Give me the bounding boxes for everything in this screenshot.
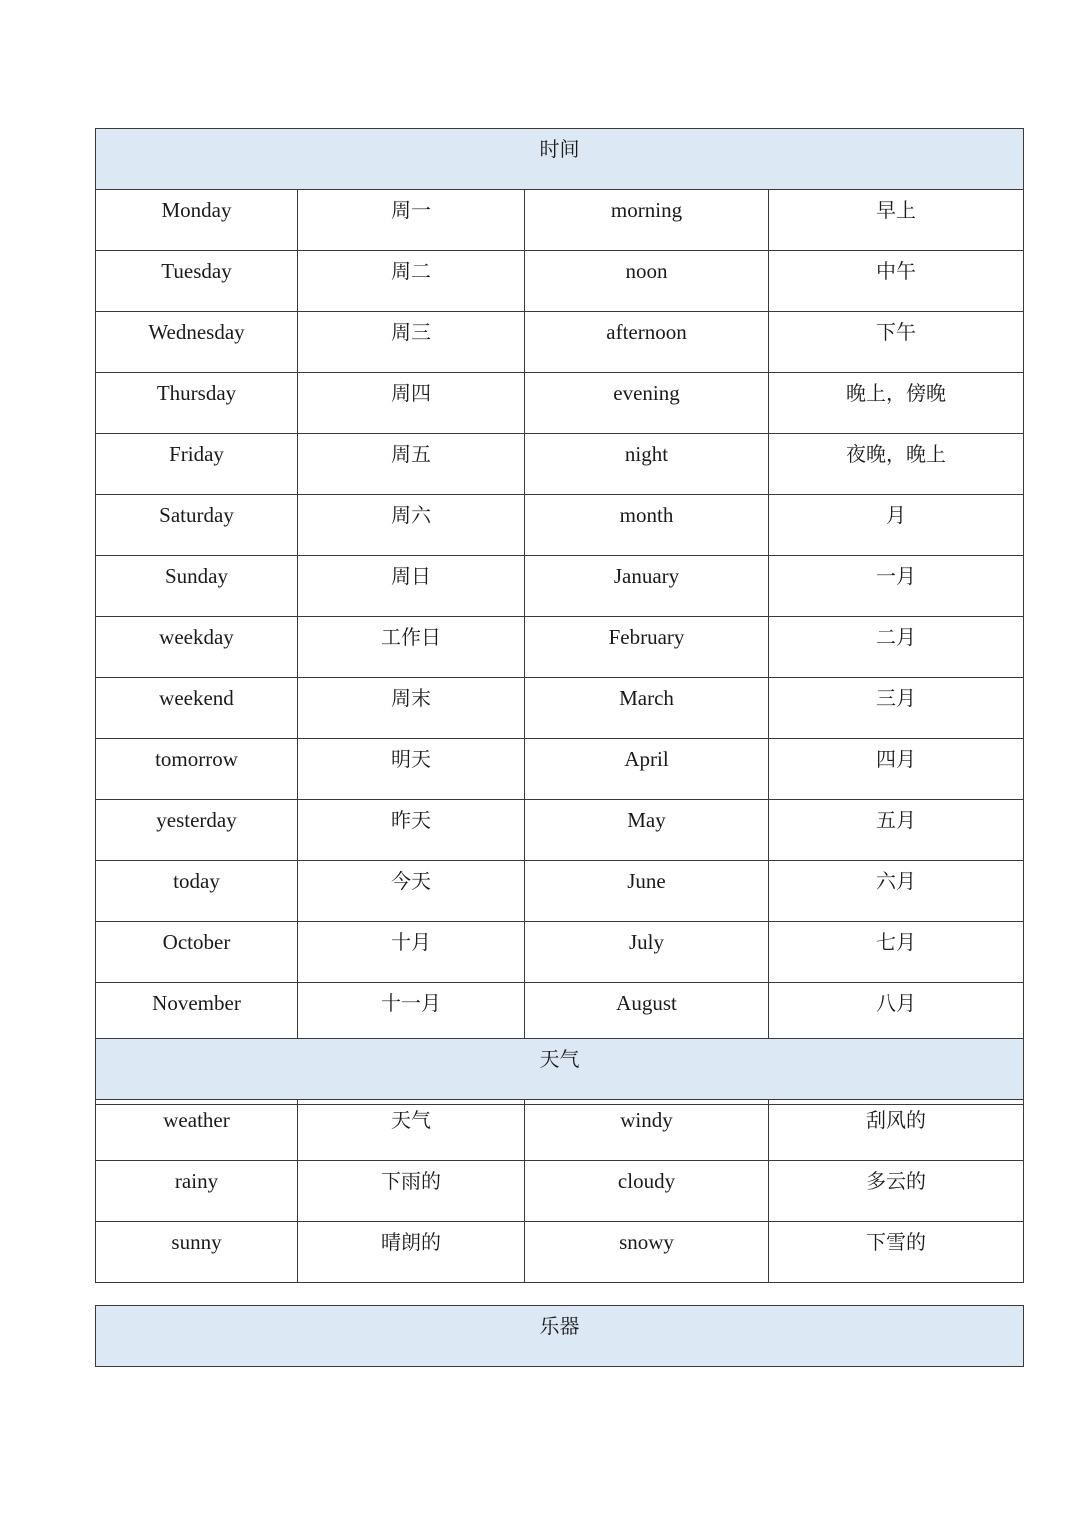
english-word-cell: windy [525,1100,769,1161]
english-word-cell: yesterday [96,800,298,861]
english-word-cell: sunny [96,1222,298,1283]
english-word-cell: August [525,983,769,1044]
chinese-meaning-cell: 周一 [298,190,525,251]
chinese-meaning-cell: 八月 [769,983,1024,1044]
table-row [96,251,1024,312]
table-header-row [96,1306,1024,1367]
english-word-cell: weather [96,1100,298,1161]
chinese-meaning-cell: 晴朗的 [298,1222,525,1283]
chinese-meaning-cell: 二月 [769,617,1024,678]
english-word-cell: February [525,617,769,678]
english-word-cell: March [525,678,769,739]
chinese-meaning-cell: 周末 [298,678,525,739]
time-vocab-table [95,128,1024,1105]
instruments-vocab-table [95,1305,1024,1367]
chinese-meaning-cell: 月 [769,495,1024,556]
table-header-row [96,1039,1024,1100]
table-row [96,373,1024,434]
english-word-cell: today [96,861,298,922]
chinese-meaning-cell: 夜晚，晚上 [769,434,1024,495]
table-row [96,1100,1024,1161]
table-row [96,678,1024,739]
table-row [96,617,1024,678]
chinese-meaning-cell: 工作日 [298,617,525,678]
english-word-cell: rainy [96,1161,298,1222]
table-row [96,739,1024,800]
table-row [96,1222,1024,1283]
chinese-meaning-cell: 三月 [769,678,1024,739]
english-word-cell: noon [525,251,769,312]
english-word-cell: tomorrow [96,739,298,800]
english-word-cell: July [525,922,769,983]
english-word-cell: October [96,922,298,983]
english-word-cell: afternoon [525,312,769,373]
english-word-cell: Tuesday [96,251,298,312]
table-row [96,495,1024,556]
table-row [96,190,1024,251]
chinese-meaning-cell: 晚上，傍晚 [769,373,1024,434]
section-title: 乐器 [96,1306,1024,1367]
chinese-meaning-cell: 十一月 [298,983,525,1044]
chinese-meaning-cell: 刮风的 [769,1100,1024,1161]
english-word-cell: Saturday [96,495,298,556]
chinese-meaning-cell: 周四 [298,373,525,434]
chinese-meaning-cell: 多云的 [769,1161,1024,1222]
english-word-cell: November [96,983,298,1044]
chinese-meaning-cell: 七月 [769,922,1024,983]
english-word-cell: weekend [96,678,298,739]
section-title: 时间 [96,129,1024,190]
chinese-meaning-cell: 六月 [769,861,1024,922]
english-word-cell: January [525,556,769,617]
chinese-meaning-cell: 下午 [769,312,1024,373]
weather-vocab-table [95,1038,1024,1283]
english-word-cell: Monday [96,190,298,251]
english-word-cell: snowy [525,1222,769,1283]
chinese-meaning-cell: 天气 [298,1100,525,1161]
english-word-cell: April [525,739,769,800]
english-word-cell: Wednesday [96,312,298,373]
chinese-meaning-cell: 中午 [769,251,1024,312]
table-row [96,922,1024,983]
chinese-meaning-cell: 明天 [298,739,525,800]
table-row [96,1161,1024,1222]
chinese-meaning-cell: 周三 [298,312,525,373]
english-word-cell: June [525,861,769,922]
table-row [96,312,1024,373]
chinese-meaning-cell: 十月 [298,922,525,983]
chinese-meaning-cell: 周五 [298,434,525,495]
table-row [96,800,1024,861]
chinese-meaning-cell: 周六 [298,495,525,556]
table-row [96,556,1024,617]
chinese-meaning-cell: 下雪的 [769,1222,1024,1283]
english-word-cell: Sunday [96,556,298,617]
chinese-meaning-cell: 下雨的 [298,1161,525,1222]
english-word-cell: May [525,800,769,861]
english-word-cell: weekday [96,617,298,678]
section-title: 天气 [96,1039,1024,1100]
chinese-meaning-cell: 今天 [298,861,525,922]
english-word-cell: evening [525,373,769,434]
chinese-meaning-cell: 四月 [769,739,1024,800]
table-row [96,861,1024,922]
english-word-cell: Thursday [96,373,298,434]
chinese-meaning-cell: 昨天 [298,800,525,861]
english-word-cell: night [525,434,769,495]
chinese-meaning-cell: 早上 [769,190,1024,251]
table-row [96,983,1024,1044]
table-row [96,434,1024,495]
english-word-cell: morning [525,190,769,251]
english-word-cell: month [525,495,769,556]
table-header-row [96,129,1024,190]
chinese-meaning-cell: 周日 [298,556,525,617]
english-word-cell: cloudy [525,1161,769,1222]
chinese-meaning-cell: 周二 [298,251,525,312]
english-word-cell: Friday [96,434,298,495]
chinese-meaning-cell: 一月 [769,556,1024,617]
chinese-meaning-cell: 五月 [769,800,1024,861]
